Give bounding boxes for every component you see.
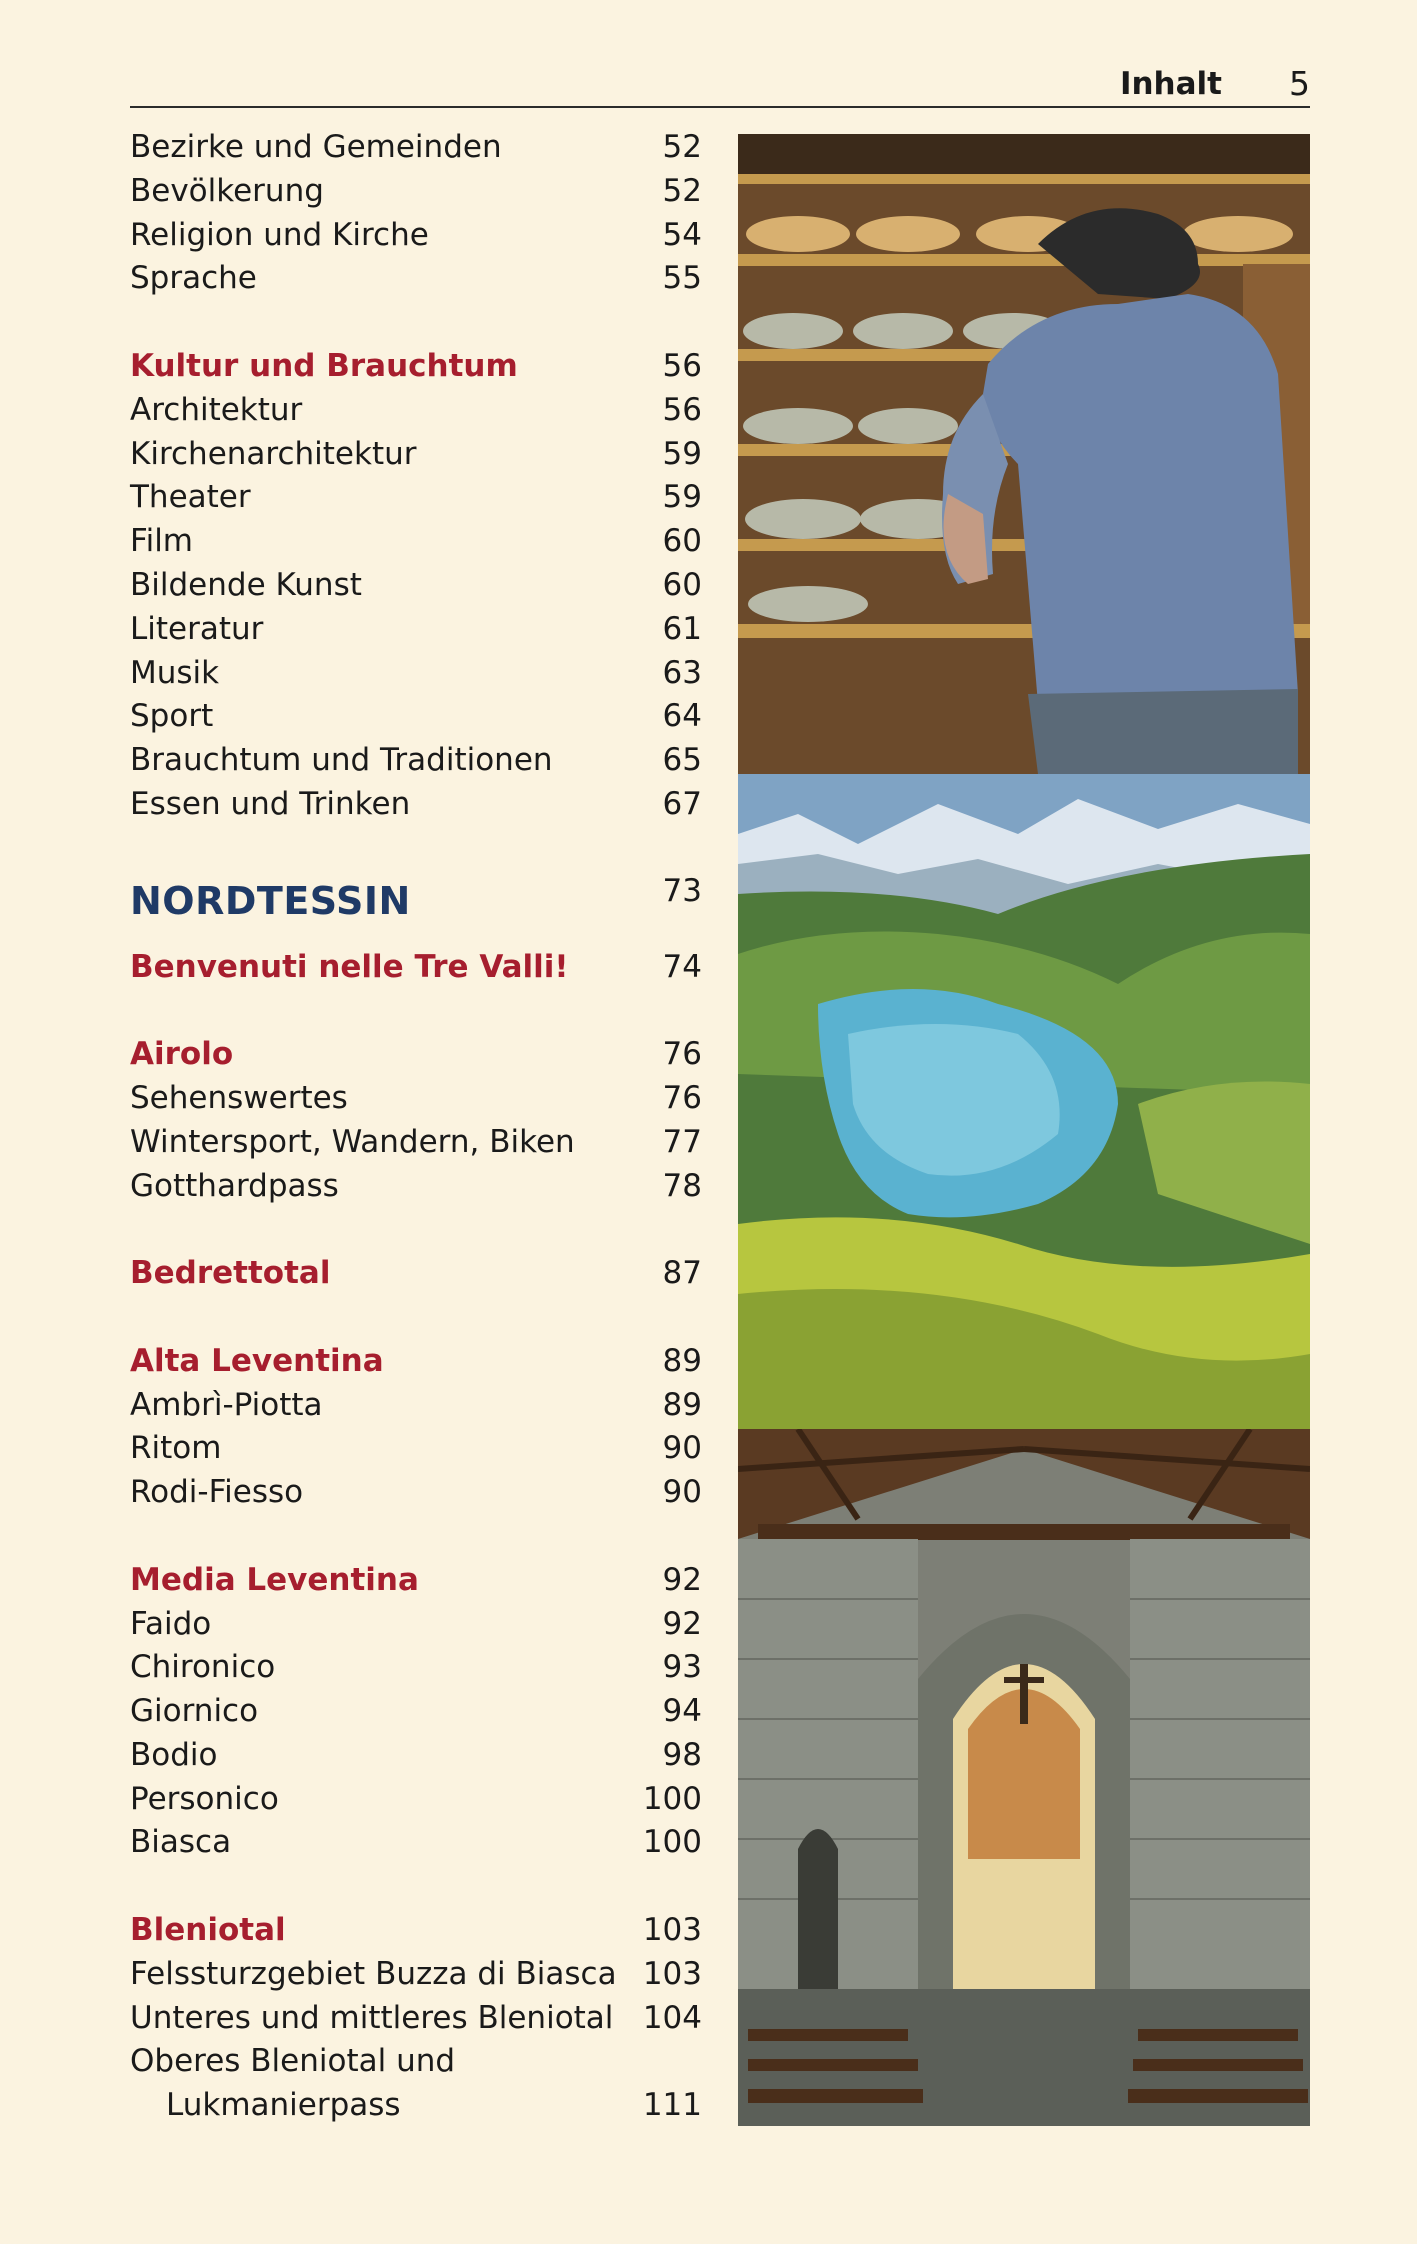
running-head-section: Inhalt	[1119, 66, 1222, 102]
toc-page-number: 92	[662, 1561, 702, 1598]
toc-entry-label: Kultur und Brauchtum	[130, 347, 518, 384]
toc-page-number: 92	[662, 1605, 702, 1642]
toc-entry[interactable]	[130, 520, 702, 564]
toc-page-number: 76	[662, 1036, 702, 1073]
toc-entry-label: Sehenswertes	[130, 1079, 348, 1116]
toc-page-number: 103	[642, 1912, 702, 1949]
toc-page-number: 100	[642, 1824, 702, 1861]
toc-entry[interactable]	[130, 1603, 702, 1647]
toc-entry-label: Unteres und mittleres Bleniotal	[130, 1999, 614, 2036]
toc-page-number: 89	[662, 1342, 702, 1379]
toc-page-number: 87	[662, 1255, 702, 1292]
toc-entry-label: Literatur	[130, 610, 264, 647]
toc-entry[interactable]	[130, 1953, 702, 1997]
table-of-contents	[130, 126, 702, 2128]
toc-chapter-heading[interactable]	[130, 1340, 702, 1384]
toc-page-number: 60	[662, 566, 702, 603]
toc-entry-label: NORDTESSIN	[130, 878, 411, 923]
toc-entry-label: Chironico	[130, 1649, 276, 1686]
toc-entry-label: Bodio	[130, 1736, 218, 1773]
toc-entry[interactable]	[130, 695, 702, 739]
toc-entry[interactable]	[130, 257, 702, 301]
toc-entry-label: Faido	[130, 1605, 212, 1642]
toc-page-number: 104	[642, 1999, 702, 2036]
toc-entry[interactable]	[130, 1778, 702, 1822]
toc-entry[interactable]	[130, 783, 702, 827]
toc-entry[interactable]	[130, 564, 702, 608]
toc-page-number: 64	[662, 698, 702, 735]
toc-entry-label: Bevölkerung	[130, 172, 324, 209]
toc-entry[interactable]	[130, 1384, 702, 1428]
toc-entry-label: Film	[130, 523, 193, 560]
toc-entry-label: Biasca	[130, 1824, 232, 1861]
toc-page-number: 55	[662, 260, 702, 297]
toc-entry-label: Ritom	[130, 1430, 222, 1467]
toc-page-number: 67	[662, 785, 702, 822]
toc-entry-label: Giornico	[130, 1693, 259, 1730]
toc-entry-label: Sport	[130, 698, 214, 735]
toc-page-number: 56	[662, 347, 702, 384]
toc-page-number: 54	[662, 216, 702, 253]
toc-entry-label: Bleniotal	[130, 1912, 286, 1949]
toc-entry[interactable]	[130, 1165, 702, 1209]
toc-page-number: 89	[662, 1386, 702, 1423]
toc-entry-label: Wintersport, Wandern, Biken	[130, 1123, 575, 1160]
toc-entry[interactable]	[130, 2084, 702, 2128]
toc-page-number: 73	[662, 872, 702, 909]
toc-chapter-heading[interactable]	[130, 1559, 702, 1603]
toc-entry[interactable]	[130, 1077, 702, 1121]
toc-entry-label: Lukmanierpass	[166, 2087, 401, 2124]
toc-entry[interactable]	[130, 433, 702, 477]
toc-page-number: 94	[662, 1693, 702, 1730]
toc-entry[interactable]	[130, 214, 702, 258]
toc-page-number: 63	[662, 654, 702, 691]
toc-entry-label: Theater	[130, 479, 251, 516]
toc-entry-label: Kirchenarchitektur	[130, 435, 417, 472]
toc-entry[interactable]	[130, 1121, 702, 1165]
toc-page-number: 90	[662, 1430, 702, 1467]
toc-entry-label: Religion und Kirche	[130, 216, 429, 253]
toc-entry[interactable]	[130, 476, 702, 520]
photo-column	[738, 134, 1310, 2126]
toc-entry-label: Benvenuti nelle Tre Valli!	[130, 948, 569, 985]
toc-page-number: 59	[662, 479, 702, 516]
toc-entry[interactable]	[130, 739, 702, 783]
toc-entry-label: Rodi-Fiesso	[130, 1474, 304, 1511]
toc-entry-label: Felssturzgebiet Buzza di Biasca	[130, 1955, 617, 1992]
toc-entry[interactable]	[130, 170, 702, 214]
toc-entry-label: Bildende Kunst	[130, 566, 362, 603]
toc-entry-label: Personico	[130, 1780, 279, 1817]
toc-entry-label: Sprache	[130, 260, 257, 297]
toc-entry-label: Essen und Trinken	[130, 785, 411, 822]
toc-page-number: 74	[662, 948, 702, 985]
toc-page-number: 78	[662, 1167, 702, 1204]
toc-entry[interactable]	[130, 1821, 702, 1865]
toc-page-number: 56	[662, 391, 702, 428]
page-header	[130, 62, 1310, 108]
toc-entry-label: Alta Leventina	[130, 1342, 384, 1379]
alpine-lake-photo	[738, 774, 1310, 1429]
toc-entry[interactable]	[130, 2040, 702, 2084]
toc-page-number: 100	[642, 1780, 702, 1817]
cheese-cellar-photo	[738, 134, 1310, 774]
toc-page-number: 111	[642, 2087, 702, 2124]
church-interior-photo	[738, 1429, 1310, 2126]
toc-chapter-heading[interactable]	[130, 1252, 702, 1296]
toc-chapter-heading[interactable]	[130, 1909, 702, 1953]
toc-entry-label: Musik	[130, 654, 220, 691]
toc-entry-label: Oberes Bleniotal und	[130, 2043, 456, 2080]
toc-region-heading[interactable]	[130, 871, 702, 931]
toc-page-number: 52	[662, 129, 702, 165]
toc-page-number: 52	[662, 172, 702, 209]
toc-entry-label: Bezirke und Gemeinden	[130, 129, 502, 165]
toc-page-number: 61	[662, 610, 702, 647]
toc-entry-label: Brauchtum und Traditionen	[130, 742, 553, 779]
toc-entry-label: Airolo	[130, 1036, 234, 1073]
toc-entry[interactable]	[130, 608, 702, 652]
toc-entry-label: Gotthardpass	[130, 1167, 339, 1204]
toc-entry[interactable]	[130, 126, 702, 170]
toc-entry-label: Ambrì-Piotta	[130, 1386, 323, 1423]
toc-chapter-heading[interactable]	[130, 345, 702, 389]
page-number: 5	[1289, 64, 1310, 103]
toc-entry[interactable]	[130, 652, 702, 696]
toc-page-number: 76	[662, 1079, 702, 1116]
toc-page-number: 90	[662, 1474, 702, 1511]
toc-entry-label: Bedrettotal	[130, 1255, 331, 1292]
toc-page-number: 103	[642, 1955, 702, 1992]
toc-entry[interactable]	[130, 1734, 702, 1778]
toc-entry[interactable]	[130, 1471, 702, 1515]
toc-page-number: 65	[662, 742, 702, 779]
toc-entry[interactable]	[130, 1427, 702, 1471]
toc-entry-label: Media Leventina	[130, 1561, 419, 1598]
toc-page-number: 60	[662, 523, 702, 560]
toc-entry[interactable]	[130, 389, 702, 433]
toc-entry-label: Architektur	[130, 391, 303, 428]
toc-page-number: 93	[662, 1649, 702, 1686]
toc-entry[interactable]	[130, 1690, 702, 1734]
toc-page-number: 98	[662, 1736, 702, 1773]
toc-page-number: 59	[662, 435, 702, 472]
toc-chapter-heading[interactable]	[130, 946, 702, 990]
toc-entry[interactable]	[130, 1646, 702, 1690]
toc-chapter-heading[interactable]	[130, 1033, 702, 1077]
toc-page-number: 77	[662, 1123, 702, 1160]
toc-entry[interactable]	[130, 1997, 702, 2041]
